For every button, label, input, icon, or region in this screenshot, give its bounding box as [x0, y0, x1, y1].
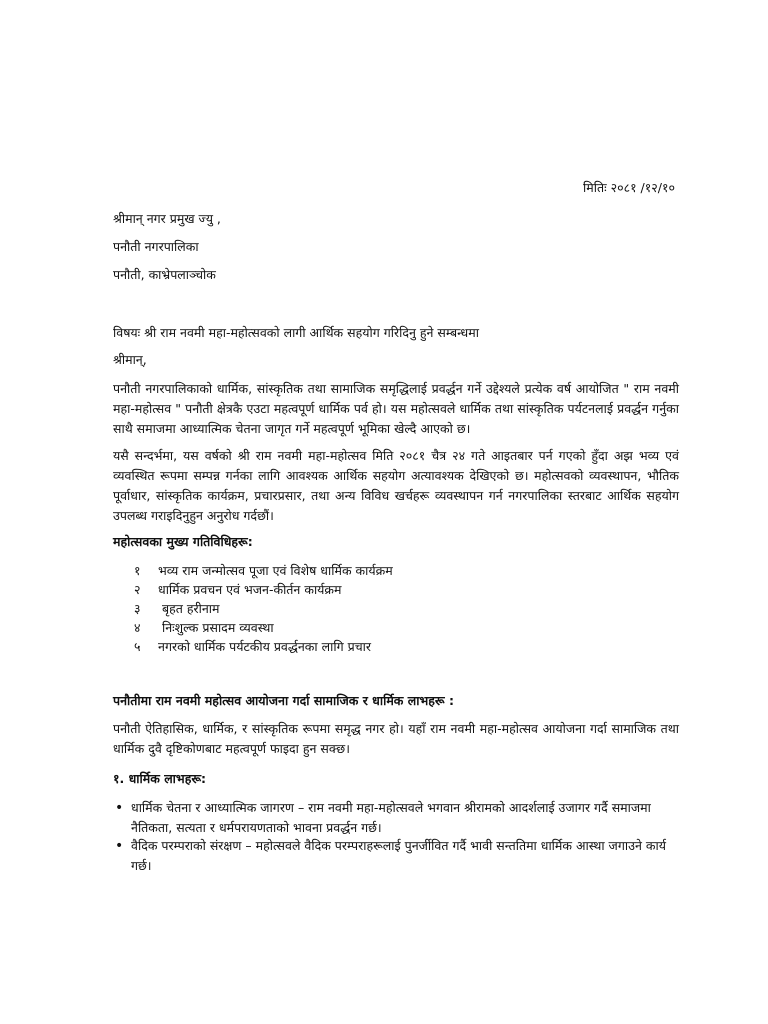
- bullet-text: धार्मिक चेतना र आध्यात्मिक जागरण – राम नवमी महा-महोत्सवले भगवान श्रीरामको आदर्शलाई उजागर गर्दै समाजमा नैतिकता, सत्यता र धर्मपरायणताको भावना प्रवर्द्धन गर्छ।: [131, 800, 651, 835]
- activity-text: निःशुल्क प्रसादम व्यवस्था: [158, 620, 274, 635]
- letter-salutation: श्रीमान्,: [113, 352, 147, 367]
- activity-number: १: [134, 563, 141, 578]
- activity-text: धार्मिक प्रवचन एवं भजन-कीर्तन कार्यक्रम: [158, 582, 342, 597]
- body-paragraph-1: पनौती नगरपालिकाको धार्मिक, सांस्कृतिक तथा सामाजिक समृद्धिलाई प्रवर्द्धन गर्ने उद्देश्यले प्रत्येक वर्ष आयोजित " राम नवमी महा-महोत्सव " पनौती क्षेत्रकै एउटा महत्वपूर्ण धार्मिक पर्व हो। यस महोत्सवले धार्मिक तथा सांस्कृतिक पर्यटनलाई प्रवर्द्धन गर्नुका साथै समाजमा आध्यात्मिक चेतना जागृत गर्ने महत्वपूर्ण भूमिका खेल्दै आएको छ।: [113, 381, 679, 436]
- activity-item: [134, 600, 220, 618]
- bullet-icon: •: [115, 838, 124, 854]
- body-paragraph-2: यसै सन्दर्भमा, यस वर्षको श्री राम नवमी महा-महोत्सव मिति २०८१ चैत्र २४ गते आइतबार पर्न गएको हुँदा अझ भव्य एवं व्यवस्थित रूपमा सम्पन्न गर्नका लागि आवश्यक आर्थिक सहयोग अत्यावश्यक देखिएको छ। महोत्सवको व्यवस्थापन, भौतिक पूर्वाधार, सांस्कृतिक कार्यक्रम, प्रचारप्रसार, तथा अन्य विविध खर्चहरू व्यवस्थापन गर्न नगरपालिका स्तरबाट आर्थिक सहयोग उपलब्ध गराइदिनुहुन अनुरोध गर्दछौं।: [113, 448, 679, 523]
- bullet-text: वैदिक परम्पराको संरक्षण – महोत्सवले वैदिक परम्पराहरूलाई पुनर्जीवित गर्दै भावी सन्ततिमा धार्मिक आस्था जगाउने कार्य गर्छ।: [131, 838, 666, 873]
- activities-heading: महोत्सवका मुख्य गतिविधिहरू:: [113, 534, 253, 549]
- bullet-item: [115, 798, 683, 838]
- activity-item: [134, 581, 342, 599]
- religious-benefits-heading: १. धार्मिक लाभहरू:: [113, 771, 207, 786]
- activity-text: बृहत हरीनाम: [158, 601, 220, 616]
- benefits-intro: पनौती ऐतिहासिक, धार्मिक, र सांस्कृतिक रूपमा समृद्ध नगर हो। यहाँ राम नवमी महा-महोत्सव आयोजना गर्दा सामाजिक तथा धार्मिक दुवै दृष्टिकोणबाट महत्वपूर्ण फाइदा हुन सक्छ।: [113, 721, 679, 756]
- activity-text: नगरको धार्मिक पर्यटकीय प्रवर्द्धनका लागि प्रचार: [158, 639, 371, 654]
- activity-number: ५: [134, 639, 141, 654]
- letter-subject: विषयः श्री राम नवमी महा-महोत्सवको लागी आर्थिक सहयोग गरिदिनु हुने सम्बन्धमा: [113, 325, 479, 340]
- recipient-line-2: पनौती नगरपालिका: [113, 239, 199, 254]
- activity-item: [134, 638, 371, 656]
- benefits-heading: पनौतीमा राम नवमी महोत्सव आयोजना गर्दा सामाजिक र धार्मिक लाभहरू :: [113, 693, 454, 708]
- recipient-line-1: श्रीमान् नगर प्रमुख ज्यु ,: [113, 211, 221, 226]
- activity-number: ४: [134, 620, 141, 635]
- bullet-item: [115, 836, 683, 876]
- activity-number: २: [134, 582, 141, 597]
- bullet-icon: •: [115, 800, 124, 816]
- activity-number: ३: [134, 601, 141, 616]
- letter-date: मितिः २०८१ /१२/१०: [583, 180, 675, 195]
- activity-text: भव्य राम जन्मोत्सव पूजा एवं विशेष धार्मिक कार्यक्रम: [158, 563, 393, 578]
- activity-item: [134, 562, 393, 580]
- activity-item: [134, 619, 274, 637]
- recipient-line-3: पनौती, काभ्रेपलाञ्चोक: [113, 267, 216, 282]
